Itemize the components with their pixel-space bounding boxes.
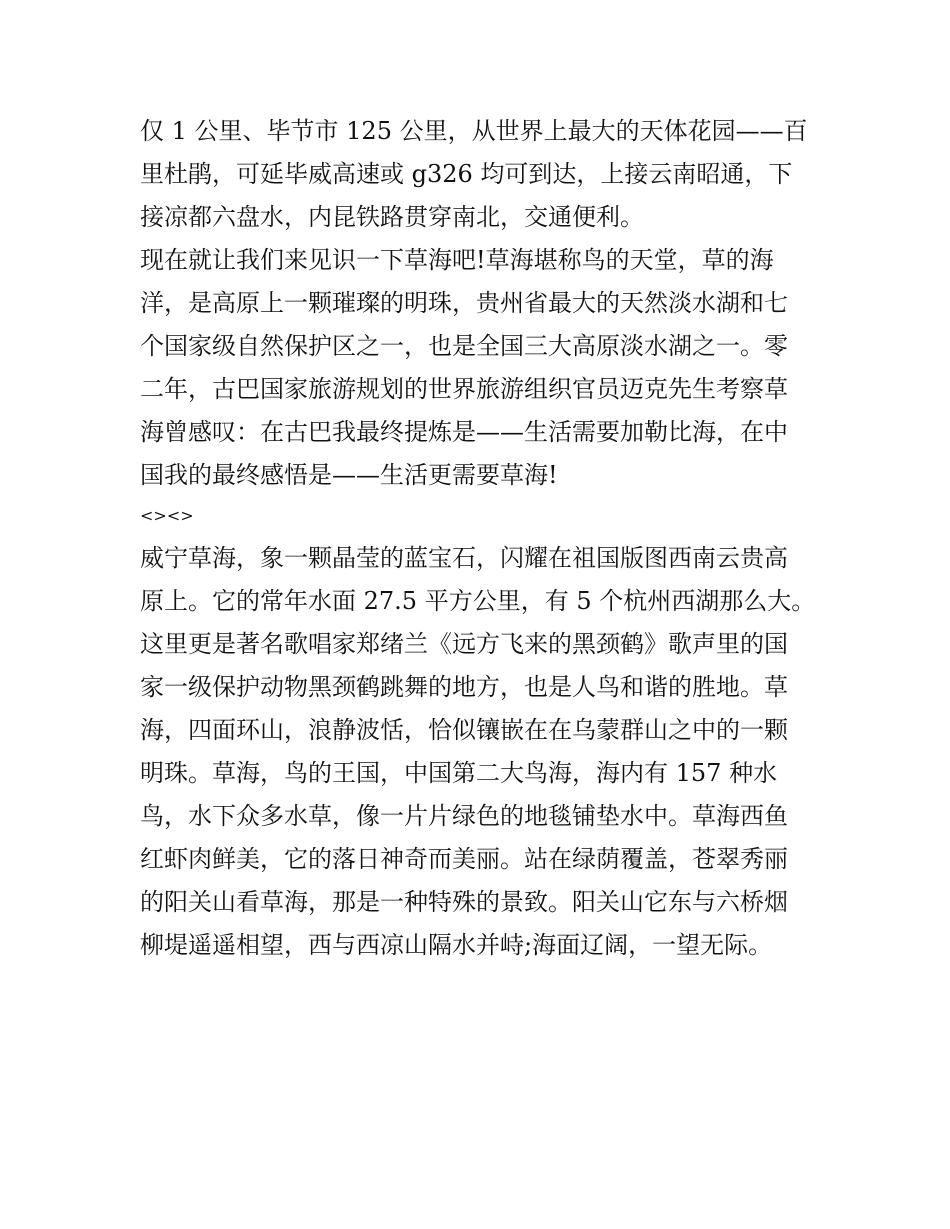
paragraph-caohai-intro <box>140 239 820 497</box>
text-line: 这里更是著名歌唱家郑绪兰《远方飞来的黑颈鹤》歌声里的国 <box>140 630 788 658</box>
document-page <box>140 110 820 967</box>
text-line: 现在就让我们来见识一下草海吧!草海堪称鸟的天堂，草的海 <box>140 246 774 274</box>
text-line: 原上。它的常年水面 27.5 平方公里，有 5 个杭州西湖那么大。 <box>140 587 816 615</box>
text-line: 家一级保护动物黑颈鹤跳舞的地方，也是人鸟和谐的胜地。草 <box>140 673 788 701</box>
text-line: 红虾肉鲜美，它的落日神奇而美丽。站在绿荫覆盖，苍翠秀丽 <box>140 845 788 873</box>
text-line: 柳堤遥遥相望，西与西凉山隔水并峙;海面辽阔，一望无际。 <box>140 931 773 959</box>
text-line: 个国家级自然保护区之一，也是全国三大高原淡水湖之一。零 <box>140 332 788 360</box>
text-line: 洋，是高原上一颗璀璨的明珠，贵州省最大的天然淡水湖和七 <box>140 289 788 317</box>
text-line: 威宁草海，象一颗晶莹的蓝宝石，闪耀在祖国版图西南云贵高 <box>140 544 788 572</box>
text-line: 里杜鹃，可延毕威高速或 g326 均可到达，上接云南昭通，下 <box>140 160 793 188</box>
paragraph-transport <box>140 110 820 239</box>
paragraph-weining-caohai <box>140 537 820 967</box>
text-line: 二年，古巴国家旅游规划的世界旅游组织官员迈克先生考察草 <box>140 375 788 403</box>
text-line: 海曾感叹：在古巴我最终提炼是——生活需要加勒比海，在中 <box>140 418 788 446</box>
text-line: 接凉都六盘水，内昆铁路贯穿南北，交通便利。 <box>140 203 644 231</box>
text-line: 鸟，水下众多水草，像一片片绿色的地毯铺垫水中。草海西鱼 <box>140 802 788 830</box>
text-line: 明珠。草海，鸟的王国，中国第二大鸟海，海内有 157 种水 <box>140 759 778 787</box>
text-line: 国我的最终感悟是——生活更需要草海! <box>140 461 558 489</box>
text-line: 仅 1 公里、毕节市 125 公里，从世界上最大的天体花园——百 <box>140 117 808 145</box>
text-line: 的阳关山看草海，那是一种特殊的景致。阳关山它东与六桥烟 <box>140 888 788 916</box>
section-separator: <><> <box>140 506 194 525</box>
text-line: 海，四面环山，浪静波恬，恰似镶嵌在在乌蒙群山之中的一颗 <box>140 716 788 744</box>
